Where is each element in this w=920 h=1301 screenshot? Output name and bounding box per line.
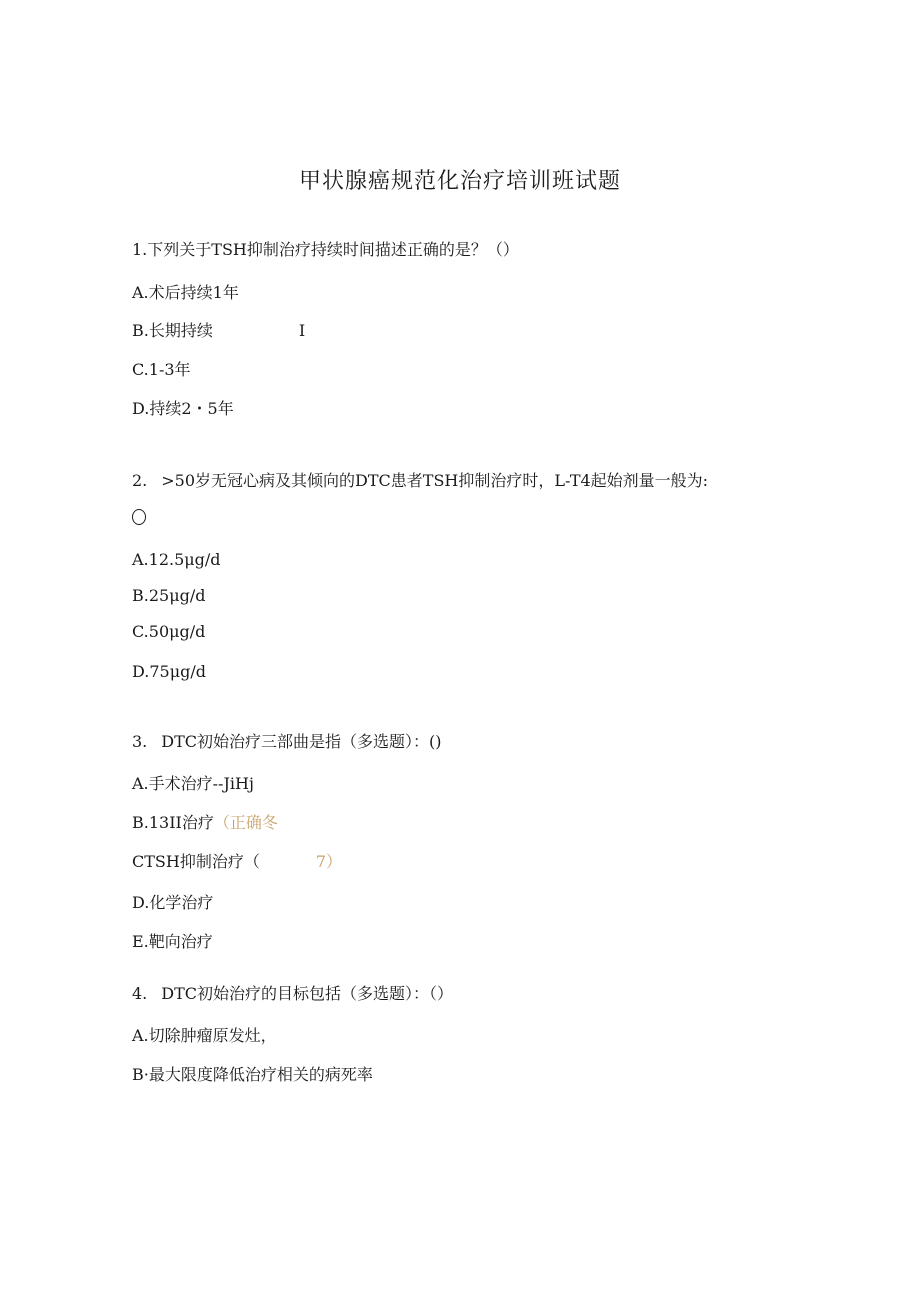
question-2-text: >50岁无冠心病及其倾向的DTC患者TSH抑制治疗时，L-T4起始剂量一般为: <box>161 471 709 490</box>
question-3-text: DTC初始治疗三部曲是指（多选题）：() <box>161 732 442 751</box>
stray-mark: I <box>298 321 306 340</box>
question-3-option-b <box>132 813 278 833</box>
question-1-option-b <box>132 321 305 341</box>
blank-circle-icon <box>132 509 146 525</box>
question-4-number: 4. <box>132 984 148 1003</box>
page-title: 甲状腺癌规范化治疗培训班试题 <box>298 169 621 194</box>
question-2-answer-blank <box>132 508 146 528</box>
question-3-stem <box>132 732 442 752</box>
answer-note: （正确冬 <box>213 813 278 832</box>
question-3-option-b-text: B.13II治疗 <box>132 813 214 832</box>
question-4-option-a: A.切除肿瘤原发灶， <box>132 1026 277 1045</box>
answer-note-2: 7） <box>315 852 343 871</box>
question-2-option-b: B.25μg∕d <box>132 586 206 605</box>
question-1-option-d: D.持续2・5年 <box>132 399 234 418</box>
question-1-option-b-text: B.长期持续 <box>132 321 213 340</box>
question-3-option-e: E.靶向治疗 <box>132 932 213 951</box>
question-4-stem <box>132 984 453 1004</box>
question-1-stem: 1.下列关于TSH抑制治疗持续时间描述正确的是？（） <box>132 240 519 259</box>
question-2-option-c: C.50μg∕d <box>132 622 206 641</box>
question-2-option-a: A.12.5μg∕d <box>132 550 221 569</box>
question-4-option-b: B·最大限度降低治疗相关的病死率 <box>132 1065 373 1084</box>
question-3-option-a: A.手术治疗--JiHj <box>132 774 254 793</box>
question-1-option-a: A.术后持续1年 <box>132 283 239 302</box>
question-3-option-d: D.化学治疗 <box>132 893 214 912</box>
question-3-option-c <box>132 852 342 872</box>
question-2-option-d: D.75μg∕d <box>132 662 206 681</box>
question-2-number: 2. <box>132 471 148 490</box>
question-2-stem <box>132 471 708 491</box>
question-3-number: 3. <box>132 732 148 751</box>
question-1-option-c: C.1-3年 <box>132 360 191 379</box>
question-3-option-c-text: CTSH抑制治疗（ <box>132 852 260 871</box>
question-4-text: DTC初始治疗的目标包括（多选题）：（） <box>161 984 454 1003</box>
